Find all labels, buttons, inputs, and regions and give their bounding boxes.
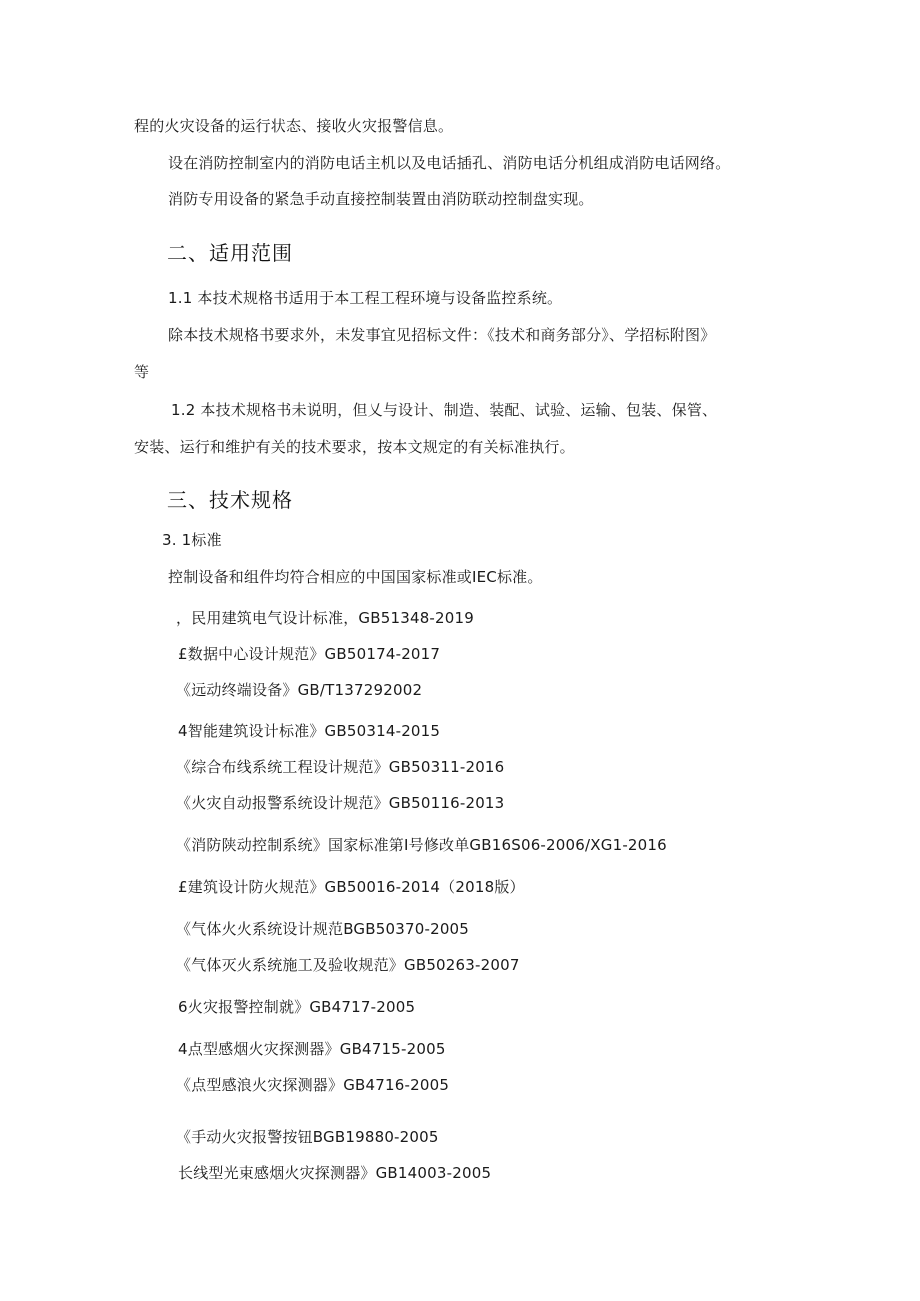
list-item: 长线型光束感烟火灾探测器》GB14003-2005 bbox=[178, 1164, 492, 1182]
list-item: £建筑设计防火规范》GB50016-2014（2018版） bbox=[178, 878, 525, 896]
list-item: 4智能建筑设计标准》GB50314-2015 bbox=[178, 722, 441, 740]
section-2-paragraph-3-line-1: 1.2 本技术规格书未说明，但乂与设计、制造、装配、试验、运输、包装、保管、 bbox=[171, 401, 718, 419]
section-2-paragraph-2-line-1: 除本技术规格书要求外，未发事宜见招标文件：《技术和商务部分》、学招标附图》 bbox=[168, 326, 716, 344]
intro-line-1: 程的火灾设备的运行状态、接收火灾报警信息。 bbox=[134, 117, 454, 135]
section-2-paragraph-1: 1.1 本技术规格书适用于本工程工程环境与设备监控系统。 bbox=[168, 289, 563, 307]
section-3-intro: 控制设备和组件均符合相应的中国国家标准或IEC标准。 bbox=[168, 568, 543, 586]
list-item: 4点型感烟火灾探测器》GB4715-2005 bbox=[178, 1040, 446, 1058]
list-item: 《气体火火系统设计规范BGB50370-2005 bbox=[176, 920, 470, 938]
list-item: 《综合布线系统工程设计规范》GB50311-2016 bbox=[176, 758, 505, 776]
list-item: 《手动火灾报警按钮BGB19880-2005 bbox=[176, 1128, 439, 1146]
list-item: £数据中心设计规范》GB50174-2017 bbox=[178, 645, 441, 663]
intro-line-3: 消防专用设备的紧急手动直接控制装置由消防联动控制盘实现。 bbox=[168, 190, 594, 208]
section-2-paragraph-3-line-2: 安装、运行和维护有关的技术要求，按本文规定的有关标准执行。 bbox=[134, 438, 575, 456]
section-2-heading: 二、适用范围 bbox=[167, 241, 293, 265]
list-item: 《气体灭火系统施工及验收规范》GB50263-2007 bbox=[176, 956, 520, 974]
list-item: 《消防陕动控制系统》国家标准第I号修改单GB16S06-2006/XG1-2016 bbox=[176, 836, 667, 854]
section-3-subheading: 3. 1标准 bbox=[162, 531, 222, 549]
list-item: 《火灾自动报警系统设计规范》GB50116-2013 bbox=[176, 794, 505, 812]
list-item: 《远动终端设备》GB/T137292002 bbox=[176, 681, 423, 699]
list-item: 6火灾报警控制就》GB4717-2005 bbox=[178, 998, 416, 1016]
list-item: 《点型感浪火灾探测器》GB4716-2005 bbox=[176, 1076, 450, 1094]
list-item: ，民用建筑电气设计标准，GB51348-2019 bbox=[176, 609, 475, 627]
section-2-paragraph-2-line-2: 等 bbox=[134, 363, 150, 381]
section-3-heading: 三、技术规格 bbox=[167, 488, 293, 512]
intro-line-2: 设在消防控制室内的消防电话主机以及电话插孔、消防电话分机组成消防电话网络。 bbox=[168, 154, 731, 172]
